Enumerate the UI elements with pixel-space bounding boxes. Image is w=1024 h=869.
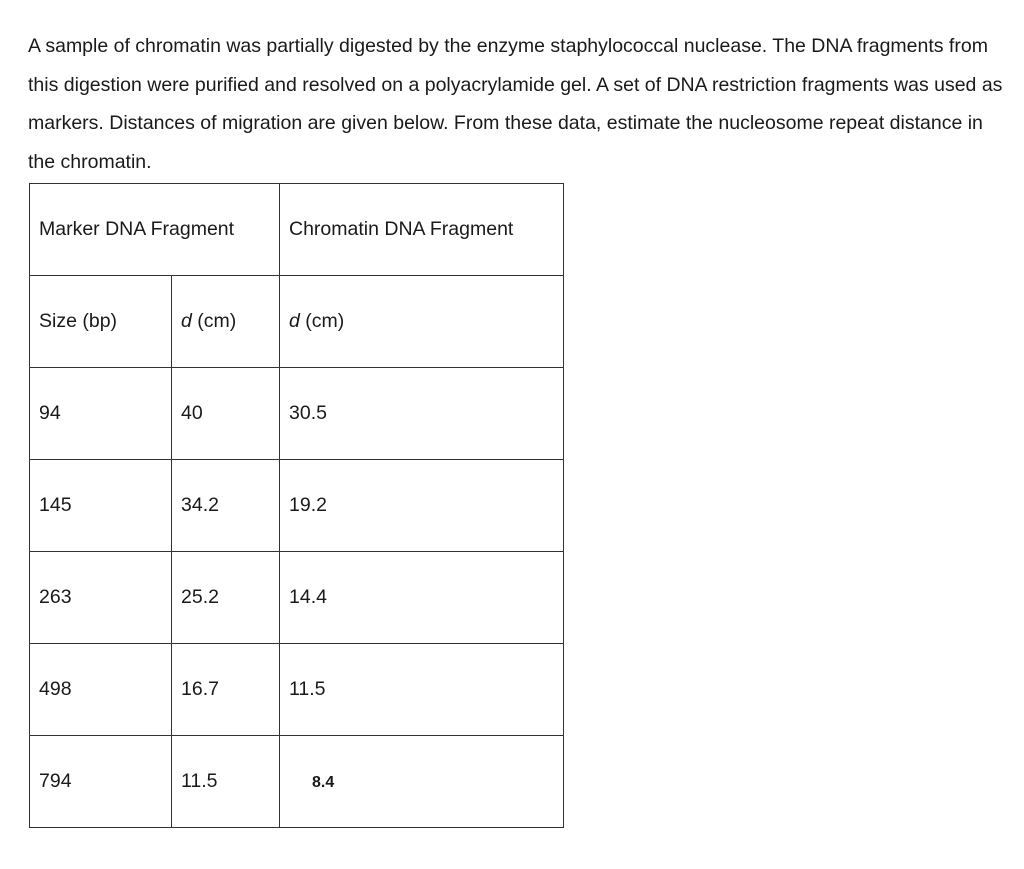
chromatin-header: Chromatin DNA Fragment xyxy=(280,184,564,276)
size-cell: 145 xyxy=(30,460,172,552)
marker-d-unit: (cm) xyxy=(191,310,237,332)
migration-table xyxy=(29,183,564,828)
size-cell: 94 xyxy=(30,368,172,460)
size-cell: 794 xyxy=(30,736,172,828)
table-row xyxy=(30,460,564,552)
table-subheader-row xyxy=(30,276,564,368)
question-text: A sample of chromatin was partially digested by the enzyme staphylococcal nuclease. The DNA fragments from this digestion were purified and resolved on a polyacrylamide gel. A set of DNA restriction fragments was used as markers. Distances of migration are given below. From these data, estimate the nucleosome repeat distance in the chromatin. xyxy=(28,35,1003,173)
table-row xyxy=(30,368,564,460)
chromatin-distance-header xyxy=(280,276,564,368)
size-header: Size (bp) xyxy=(30,276,172,368)
marker-distance-cell: 25.2 xyxy=(172,552,280,644)
marker-distance-cell: 34.2 xyxy=(172,460,280,552)
table-row xyxy=(30,644,564,736)
marker-header: Marker DNA Fragment xyxy=(30,184,280,276)
table-row xyxy=(30,552,564,644)
size-cell: 263 xyxy=(30,552,172,644)
chromatin-d-symbol: d xyxy=(289,310,300,332)
chromatin-distance-cell: 14.4 xyxy=(280,552,564,644)
chromatin-d-unit: (cm) xyxy=(299,310,345,332)
chromatin-distance-cell: 30.5 xyxy=(280,368,564,460)
table-header-row xyxy=(30,184,564,276)
marker-distance-cell: 11.5 xyxy=(172,736,280,828)
chromatin-distance-cell: 11.5 xyxy=(280,644,564,736)
size-cell: 498 xyxy=(30,644,172,736)
chromatin-distance-value: 8.4 xyxy=(312,774,335,791)
table-row xyxy=(30,736,564,828)
marker-distance-cell: 40 xyxy=(172,368,280,460)
marker-d-symbol: d xyxy=(181,310,192,332)
marker-distance-header xyxy=(172,276,280,368)
chromatin-distance-cell: 19.2 xyxy=(280,460,564,552)
marker-distance-cell: 16.7 xyxy=(172,644,280,736)
chromatin-distance-cell xyxy=(280,736,564,828)
